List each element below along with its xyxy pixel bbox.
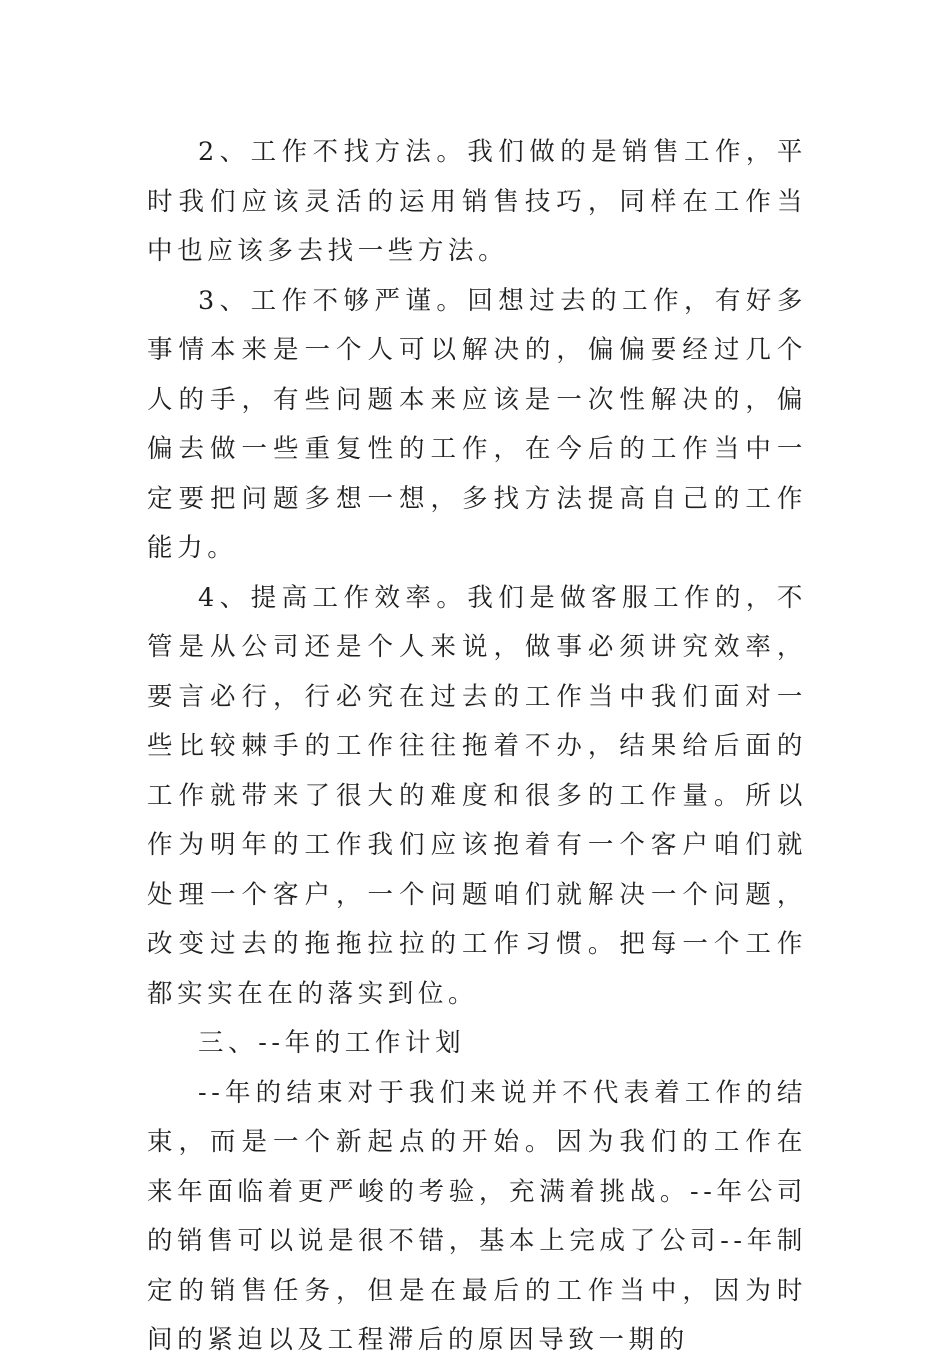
paragraph-rigor: 3、工作不够严谨。回想过去的工作，有好多事情本来是一个人可以解决的，偏偏要经过几个人的手，有些问题本来应该是一次性解决的，偏偏去做一些重复性的工作，在今后的工作当中一定要把问题多想一想，多找方法提高自己的工作能力。 — [147, 285, 807, 563]
section-heading-work-plan: 三、--年的工作计划 — [198, 1028, 466, 1058]
paragraph-method: 2、工作不找方法。我们做的是销售工作，平时我们应该灵活的运用销售技巧，同样在工作当中也应该多去找一些方法。 — [147, 137, 807, 266]
paragraph-efficiency: 4、提高工作效率。我们是做客服工作的，不管是从公司还是个人来说，做事必须讲究效率，要言必行，行必究在过去的工作当中我们面对一些比较棘手的工作往往拖着不办，结果给后面的工作就带来了很大的难度和很多的工作量。所以作为明年的工作我们应该抱着有一个客户咱们就处理一个客户，一个问题咱们就解决一个问题，改变过去的拖拖拉拉的工作习惯。把每一个工作都实实在在的落实到位。 — [147, 582, 807, 1009]
paragraph-year-end: --年的结束对于我们来说并不代表着工作的结束，而是一个新起点的开始。因为我们的工作在来年面临着更严峻的考验，充满着挑战。--年公司的销售可以说是很不错，基本上完成了公司--年制定的销售任务，但是在最后的工作当中，因为时间的紧迫以及工程滞后的原因导致一期的 — [147, 1077, 807, 1355]
document-body — [147, 128, 807, 1366]
